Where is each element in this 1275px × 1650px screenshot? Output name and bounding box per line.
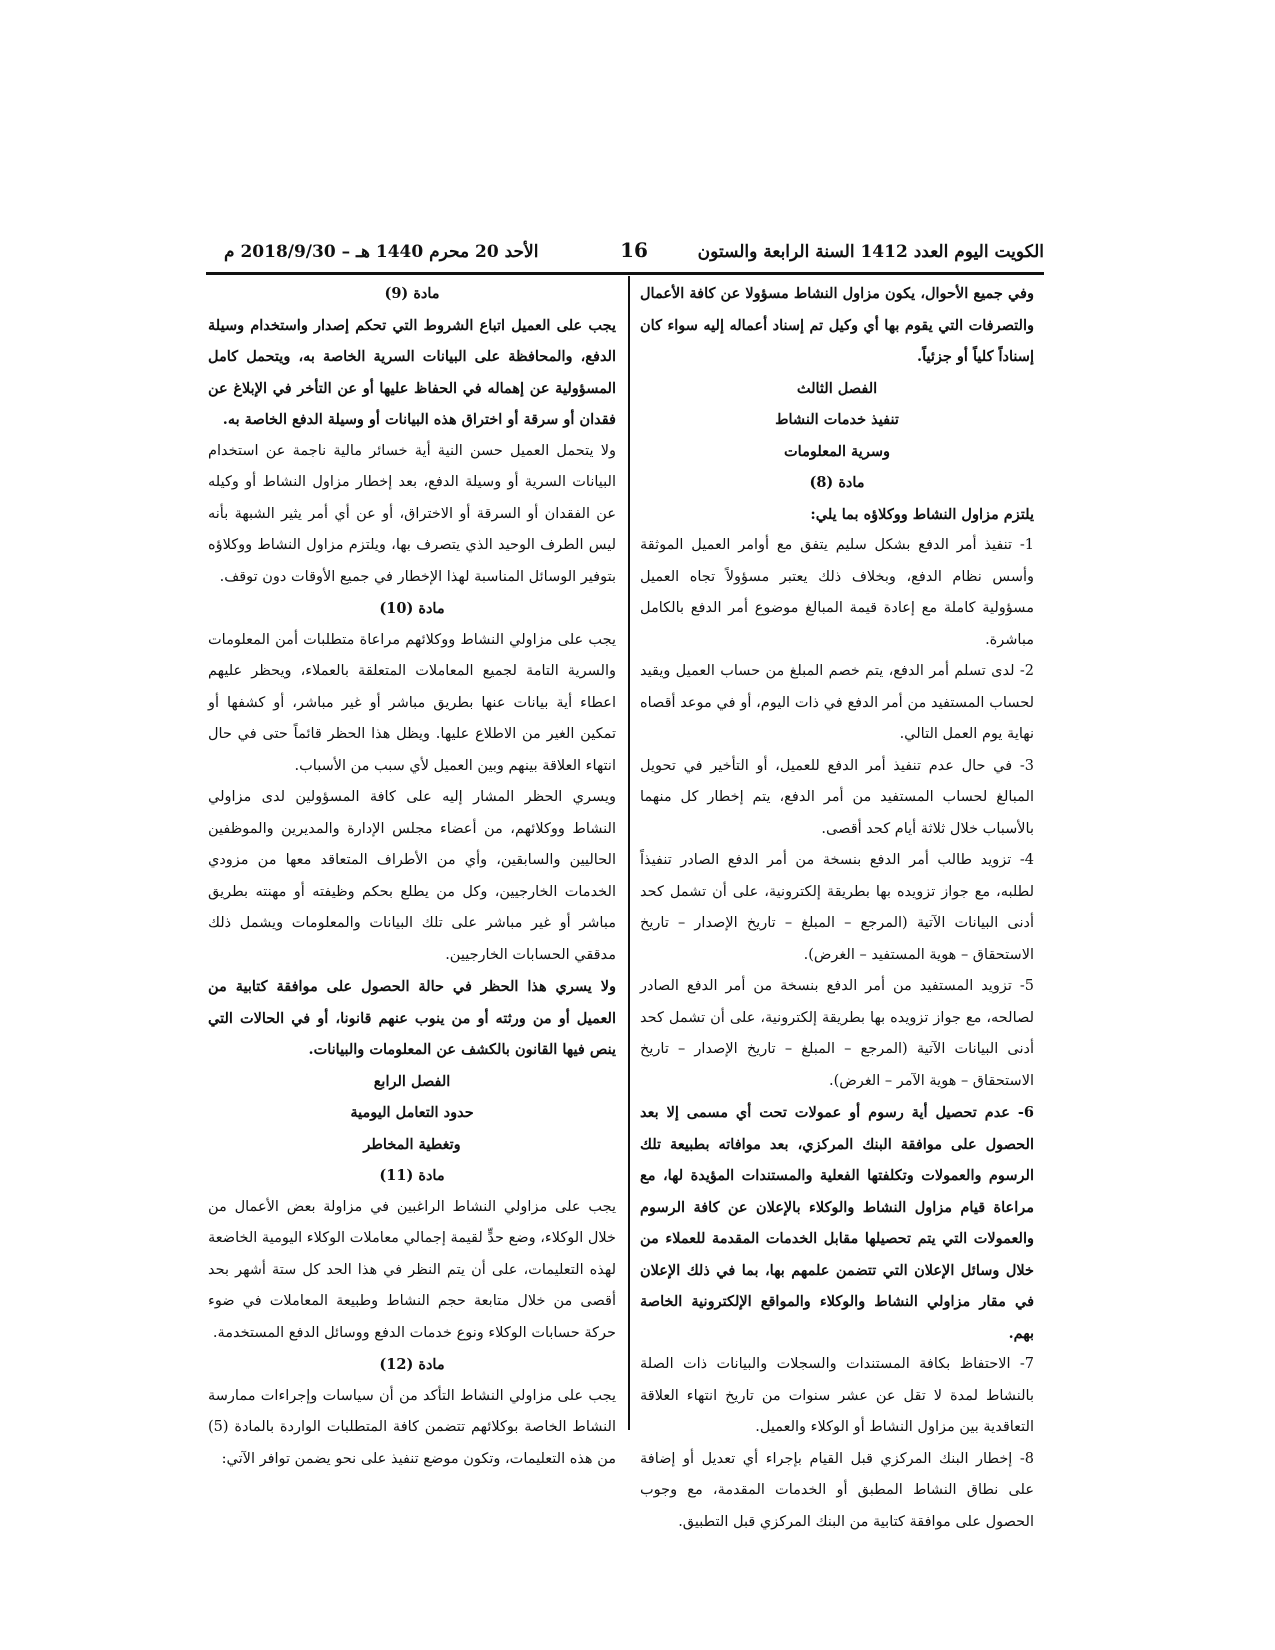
paragraph: يجب على مزاولي النشاط التأكد من أن سياسات وإجراءات ممارسة النشاط الخاصة بوكلائهم تتضمن كافة المتطلبات الواردة بالمادة (5) من هذه التعليمات، وتكون موضع تنفيذ على نحو يضمن توافر الآتي: bbox=[208, 1387, 616, 1467]
paragraph: يجب على مزاولي النشاط ووكلائهم مراعاة متطلبات أمن المعلومات والسرية التامة لجميع المعاملات المتعلقة بالعملاء، ويحظر عليهم اعطاء أية بيانات عنها بطريق مباشر أو غير مباشر، أو كشفها أو تمكين الغير من الاطلاع عليها. ويظل هذا الحظر قائماً حتى في حال انتهاء العلاقة بينهم وبين العميل لأي سبب من الأسباب. bbox=[208, 631, 616, 774]
page-number: 16 bbox=[620, 238, 648, 262]
section-heading: مادة (11) bbox=[379, 1167, 445, 1184]
paragraph: وفي جميع الأحوال، يكون مزاول النشاط مسؤولا عن كافة الأعمال والتصرفات التي يقوم بها أي وكيل تم إسناد أعماله إليه سواء كان إسناداً كلياً أو جزئياً. bbox=[640, 285, 1034, 365]
section-heading: الفصل الرابع bbox=[373, 1072, 451, 1090]
header-rule bbox=[206, 272, 1044, 275]
paragraph: 1- تنفيذ أمر الدفع بشكل سليم يتفق مع أوامر العميل الموثقة وأسس نظام الدفع، وبخلاف ذلك يعتبر مسؤولاً تجاه العميل مسؤولية كاملة مع إعادة قيمة المبالغ موضوع أمر الدفع بالكامل مباشرة. bbox=[640, 537, 1034, 648]
paragraph: 4- تزويد طالب أمر الدفع بنسخة من أمر الدفع الصادر تنفيذاً لطلبه، مع جواز تزويده بها بطريقة إلكترونية، على أن تشمل كحد أدنى البيانات الآتية (المرجع – المبلغ – تاريخ الإصدار – تاريخ الاستحقاق – هوية المستفيد – الغرض). bbox=[640, 852, 1034, 963]
section-heading: حدود التعامل اليومية bbox=[350, 1104, 474, 1121]
page-header bbox=[224, 238, 1044, 270]
paragraph: ولا يتحمل العميل حسن النية أية خسائر مالية ناجمة عن استخدام البيانات السرية أو وسيلة الدفع، بعد إخطار مزاول النشاط أو وكيله عن الفقدان أو السرقة أو الاختراق، أو عن أي أمر يثير الشبهة بأنه ليس الطرف الوحيد الذي يتصرف بها، ويلتزم مزاول النشاط ووكلاؤه بتوفير الوسائل المناسبة لهذا الإخطار في جميع الأوقات دون توقف. bbox=[208, 442, 616, 585]
section-heading: الفصل الثالث bbox=[796, 379, 878, 397]
section-heading: مادة (8) bbox=[809, 474, 865, 491]
paragraph: 5- تزويد المستفيد من أمر الدفع بنسخة من أمر الدفع الصادر لصالحه، مع جواز تزويده بها بطريقة إلكترونية، على أن تشمل كحد أدنى البيانات الآتية (المرجع – المبلغ – تاريخ الإصدار – تاريخ الاستحقاق – هوية الآمر – الغرض). bbox=[640, 978, 1034, 1089]
column-divider bbox=[628, 276, 630, 1430]
right-column bbox=[640, 278, 1034, 1538]
section-heading: وتغطية المخاطر bbox=[363, 1135, 461, 1153]
section-heading: مادة (9) bbox=[384, 285, 440, 302]
section-heading: تنفيذ خدمات النشاط bbox=[775, 411, 899, 428]
issue-date: الأحد 20 محرم 1440 هـ – 2018/9/30 م bbox=[224, 242, 539, 262]
paragraph: ويسري الحظر المشار إليه على كافة المسؤولين لدى مزاولي النشاط ووكلائهم، من أعضاء مجلس الإدارة والمديرين والموظفين الحاليين والسابقين، وأي من الأطراف المتعاقد معها من مزودي الخدمات الخارجيين، وكل من يطلع بحكم وظيفته أو مهنته بطريق مباشر أو غير مباشر على تلك البيانات والمعلومات ويشمل ذلك مدققي الحسابات الخارجيين. bbox=[208, 789, 616, 963]
paragraph: 3- في حال عدم تنفيذ أمر الدفع للعميل، أو التأخير في تحويل المبالغ لحساب المستفيد من أمر الدفع، يتم إخطار كل منهما بالأسباب خلال ثلاثة أيام كحد أقصى. bbox=[640, 757, 1034, 837]
paragraph: 6- عدم تحصيل أية رسوم أو عمولات تحت أي مسمى إلا بعد الحصول على موافقة البنك المركزي، بعد موافاته بطبيعة تلك الرسوم والعمولات وتكلفتها الفعلية والمستندات المؤيدة لها، مع مراعاة قيام مزاول النشاط والوكلاء بالإعلان عن كافة الرسوم والعمولات التي يتم تحصيلها مقابل الخدمات المقدمة للعملاء من خلال وسائل الإعلان التي تتضمن علمهم بها، بما في ذلك الإعلان في مقار مزاولي النشاط والوكلاء والمواقع الإلكترونية الخاصة بهم. bbox=[640, 1104, 1034, 1342]
paragraph: يجب على مزاولي النشاط الراغبين في مزاولة بعض الأعمال من خلال الوكلاء، وضع حدٍّ لقيمة إجمالي معاملات الوكلاء اليومية الخاضعة لهذه التعليمات، على أن يتم النظر في هذا الحد كل ستة أشهر بحد أقصى من خلال متابعة حجم النشاط وطبيعة المعاملات في ضوء حركة حسابات الوكلاء ونوع خدمات الدفع ووسائل الدفع المستخدمة. bbox=[208, 1198, 616, 1341]
paragraph: ولا يسري هذا الحظر في حالة الحصول على موافقة كتابية من العميل أو من ورثته أو من ينوب عنهم قانونا، أو في الحالات التي ينص فيها القانون بالكشف عن المعلومات والبيانات. bbox=[208, 978, 616, 1058]
section-heading: مادة (12) bbox=[379, 1356, 445, 1373]
left-column bbox=[208, 278, 616, 1475]
paragraph: يجب على العميل اتباع الشروط التي تحكم إصدار واستخدام وسيلة الدفع، والمحافظة على البيانات السرية الخاصة به، ويتحمل كامل المسؤولية عن إهماله في الحفاظ عليها أو عن التأخر في الإبلاغ عن فقدان أو سرقة أو اختراق هذه البيانات أو وسيلة الدفع الخاصة به. bbox=[208, 316, 616, 428]
section-heading: وسرية المعلومات bbox=[784, 442, 890, 460]
gazette-issue-info: الكويت اليوم العدد 1412 السنة الرابعة والستون bbox=[697, 242, 1044, 262]
paragraph: 8- إخطار البنك المركزي قبل القيام بإجراء أي تعديل أو إضافة على نطاق النشاط المطبق أو الخدمات المقدمة، مع وجوب الحصول على موافقة كتابية من البنك المركزي قبل التطبيق. bbox=[640, 1450, 1034, 1530]
paragraph: 7- الاحتفاظ بكافة المستندات والسجلات والبيانات ذات الصلة بالنشاط لمدة لا تقل عن عشر سنوات من تاريخ انتهاء العلاقة التعاقدية بين مزاول النشاط أو الوكلاء والعميل. bbox=[640, 1356, 1034, 1435]
paragraph: 2- لدى تسلم أمر الدفع، يتم خصم المبلغ من حساب العميل ويقيد لحساب المستفيد من أمر الدفع في ذات اليوم، أو في موعد أقصاه نهاية يوم العمل التالي. bbox=[640, 663, 1034, 742]
paragraph: يلتزم مزاول النشاط ووكلاؤه بما يلي: bbox=[810, 505, 1034, 523]
section-heading: مادة (10) bbox=[379, 600, 445, 617]
